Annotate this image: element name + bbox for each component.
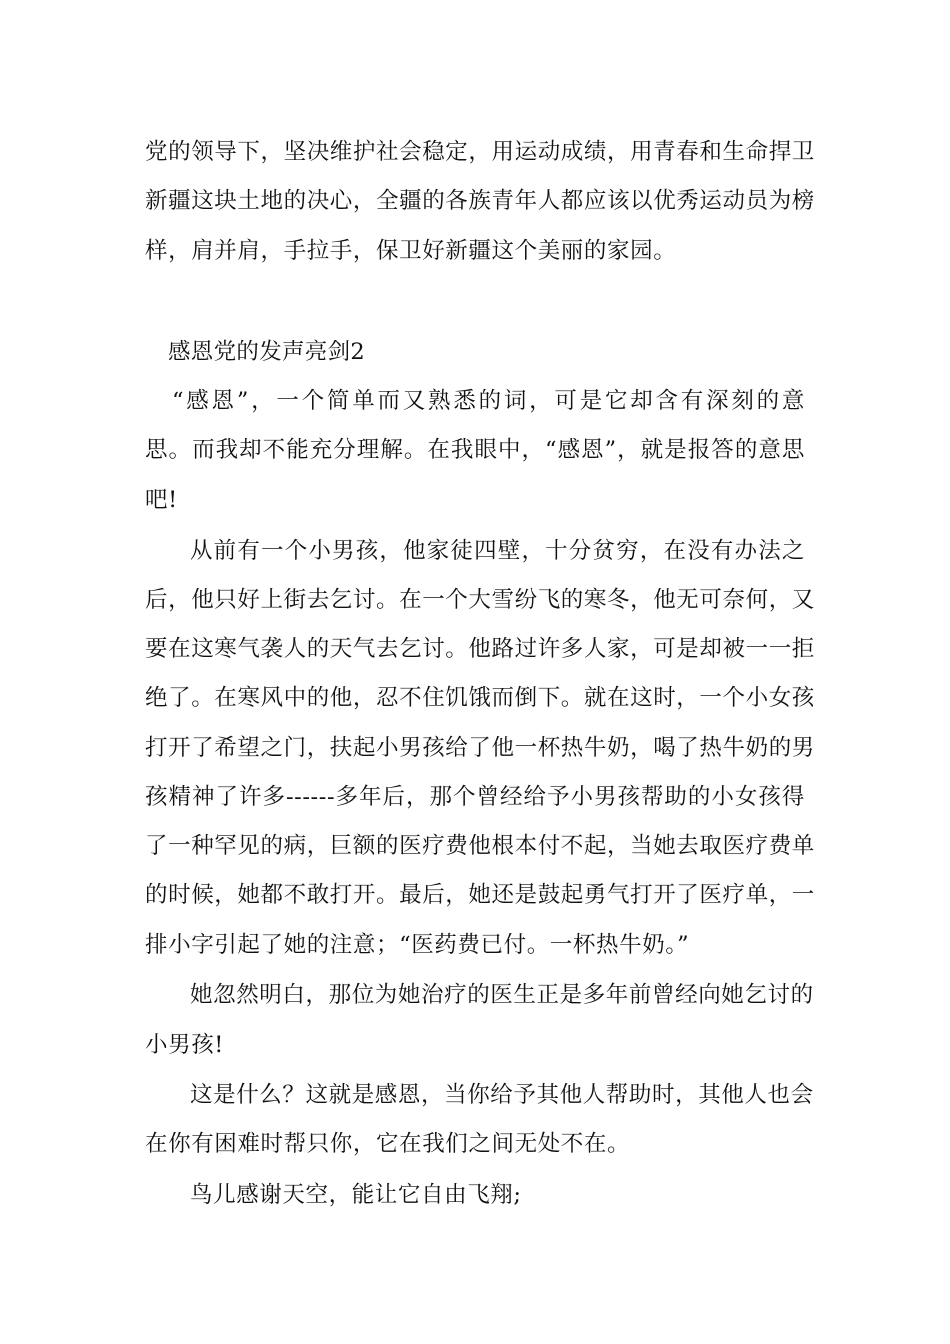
paragraph-line: 鸟儿感谢天空，能让它自由飞翔; xyxy=(190,1182,522,1208)
paragraph-line: 党的领导下，坚决维护社会稳定，用运动成绩，用青春和生命捍卫 xyxy=(145,139,815,165)
section-heading: 感恩党的发声亮剑2 xyxy=(168,339,366,365)
paragraph-line: 打开了希望之门，扶起小男孩给了他一杯热牛奶，喝了热牛奶的男 xyxy=(145,735,815,761)
paragraph-line: 后，他只好上街去乞讨。在一个大雪纷飞的寒冬，他无可奈何，又 xyxy=(145,587,815,613)
paragraph-line: 孩精神了许多------多年后，那个曾经给予小男孩帮助的小女孩得 xyxy=(145,784,805,810)
paragraph-line: 了一种罕见的病，巨额的医疗费他根本付不起，当她去取医疗费单 xyxy=(145,833,815,859)
paragraph-line: 思。而我却不能充分理解。在我眼中，“感恩”，就是报答的意思 xyxy=(145,437,805,463)
paragraph-line: 这是什么？这就是感恩，当你给予其他人帮助时，其他人也会 xyxy=(190,1082,814,1108)
paragraph-line: 要在这寒气袭人的天气去乞讨。他路过许多人家，可是却被一一拒 xyxy=(145,636,815,662)
paragraph-line: 从前有一个小男孩，他家徒四壁，十分贫穷，在没有办法之 xyxy=(190,538,805,564)
paragraph-line: 样，肩并肩，手拉手，保卫好新疆这个美丽的家园。 xyxy=(145,238,677,264)
paragraph-line: 绝了。在寒风中的他，忍不住饥饿而倒下。就在这时，一个小女孩 xyxy=(145,685,815,711)
paragraph-line: 她忽然明白，那位为她治疗的医生正是多年前曾经向她乞讨的 xyxy=(190,982,814,1008)
paragraph-line: 吧! xyxy=(145,487,178,513)
paragraph-line: 在你有困难时帮只你，它在我们之间无处不在。 xyxy=(145,1131,631,1157)
paragraph-line: 排小字引起了她的注意；“医药费已付。一杯热牛奶。” xyxy=(145,932,690,958)
paragraph-line: 新疆这块土地的决心，全疆的各族青年人都应该以优秀运动员为榜 xyxy=(145,188,815,214)
paragraph-line: 的时候，她都不敢打开。最后，她还是鼓起勇气打开了医疗单，一 xyxy=(145,882,815,908)
paragraph-line: “感恩”，一个简单而又熟悉的词，可是它却含有深刻的意 xyxy=(172,388,805,414)
paragraph-line: 小男孩! xyxy=(145,1032,224,1058)
